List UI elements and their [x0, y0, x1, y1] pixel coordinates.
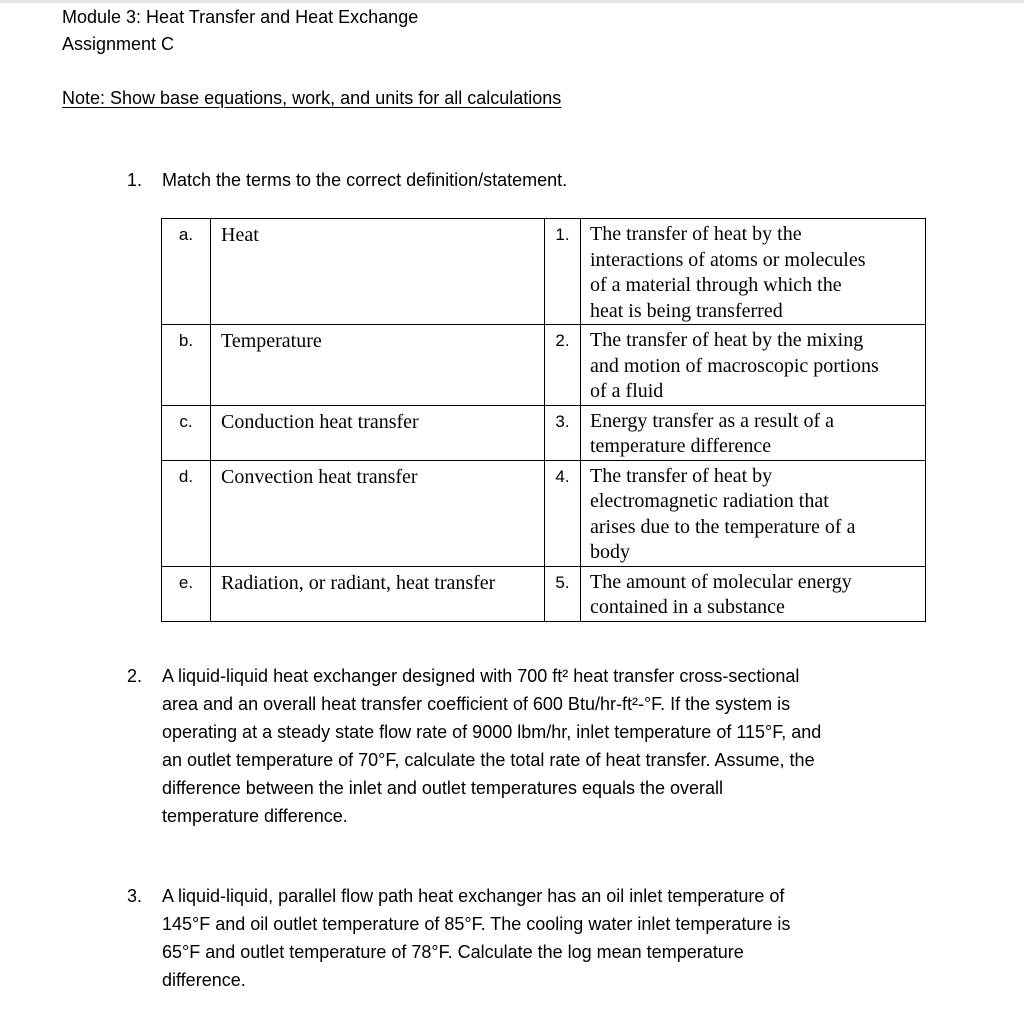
table-row [162, 405, 926, 460]
definition-line: temperature difference [590, 435, 772, 457]
definition-line: of a fluid [590, 380, 664, 402]
definition-number: 4. [545, 460, 581, 566]
term-letter: d. [162, 460, 211, 566]
term-letter: a. [162, 219, 211, 325]
question-2-text [162, 662, 821, 830]
table-row [162, 566, 926, 621]
definition-number: 3. [545, 405, 581, 460]
table-row [162, 219, 926, 325]
definition-line: electromagnetic radiation that [590, 490, 829, 512]
definition-number: 1. [545, 219, 581, 325]
definition-line: The transfer of heat by [590, 464, 773, 487]
question-1-number: 1. [127, 170, 143, 190]
question-2-line: difference between the inlet and outlet temperatures equals the overall [162, 778, 724, 798]
question-3-line: A liquid-liquid, parallel flow path heat exchanger has an oil inlet temperature of [162, 886, 785, 906]
table-row [162, 460, 926, 566]
definition-number: 5. [545, 566, 581, 621]
definition-text [581, 566, 926, 621]
question-2-line: A liquid-liquid heat exchanger designed with 700 ft² heat transfer cross-sectional [162, 666, 800, 686]
matching-table [161, 218, 926, 622]
term-name: Temperature [211, 325, 545, 406]
definition-line: and motion of macroscopic portions [590, 354, 879, 377]
definition-line: contained in a substance [590, 596, 785, 618]
definition-line: of a material through which the [590, 274, 842, 296]
note-text: Note: Show base equations, work, and units for all calculations [62, 88, 562, 108]
document-subtitle: Assignment C [62, 34, 175, 54]
question-2-line: operating at a steady state flow rate of 9000 lbm/hr, inlet temperature of 115°F, and [162, 722, 822, 742]
question-3-line: 65°F and outlet temperature of 78°F. Calculate the log mean temperature [162, 942, 744, 962]
definition-line: The transfer of heat by the mixing [590, 329, 864, 351]
question-3-text [162, 882, 790, 994]
definition-line: body [590, 541, 630, 563]
definition-text [581, 325, 926, 406]
document-title: Module 3: Heat Transfer and Heat Exchange [62, 7, 419, 27]
question-2-number: 2. [127, 666, 143, 686]
definition-text [581, 405, 926, 460]
definition-line: The transfer of heat by the [590, 223, 802, 245]
definition-line: heat is being transferred [590, 299, 783, 322]
term-letter: c. [162, 405, 211, 460]
term-letter: b. [162, 325, 211, 406]
question-3-number: 3. [127, 886, 143, 906]
question-2-line: area and an overall heat transfer coefficient of 600 Btu/hr-ft²-°F. If the system is [162, 694, 791, 714]
definition-line: arises due to the temperature of a [590, 515, 856, 538]
question-2-line: an outlet temperature of 70°F, calculate the total rate of heat transfer. Assume, the [162, 750, 815, 770]
question-3-line: 145°F and oil outlet temperature of 85°F. The cooling water inlet temperature is [162, 914, 791, 934]
table-row [162, 325, 926, 406]
definition-text [581, 460, 926, 566]
definition-number: 2. [545, 325, 581, 406]
term-name: Heat [211, 219, 545, 325]
question-3-line: difference. [162, 970, 246, 990]
term-name: Conduction heat transfer [211, 405, 545, 460]
definition-line: interactions of atoms or molecules [590, 248, 866, 271]
definition-text [581, 219, 926, 325]
term-name: Radiation, or radiant, heat transfer [211, 566, 545, 621]
question-2-line: temperature difference. [162, 806, 348, 826]
term-letter: e. [162, 566, 211, 621]
question-1-text: Match the terms to the correct definition/statement. [162, 170, 568, 190]
definition-line: The amount of molecular energy [590, 570, 852, 593]
term-name: Convection heat transfer [211, 460, 545, 566]
page-top-border [0, 0, 1024, 3]
definition-line: Energy transfer as a result of a [590, 409, 834, 432]
